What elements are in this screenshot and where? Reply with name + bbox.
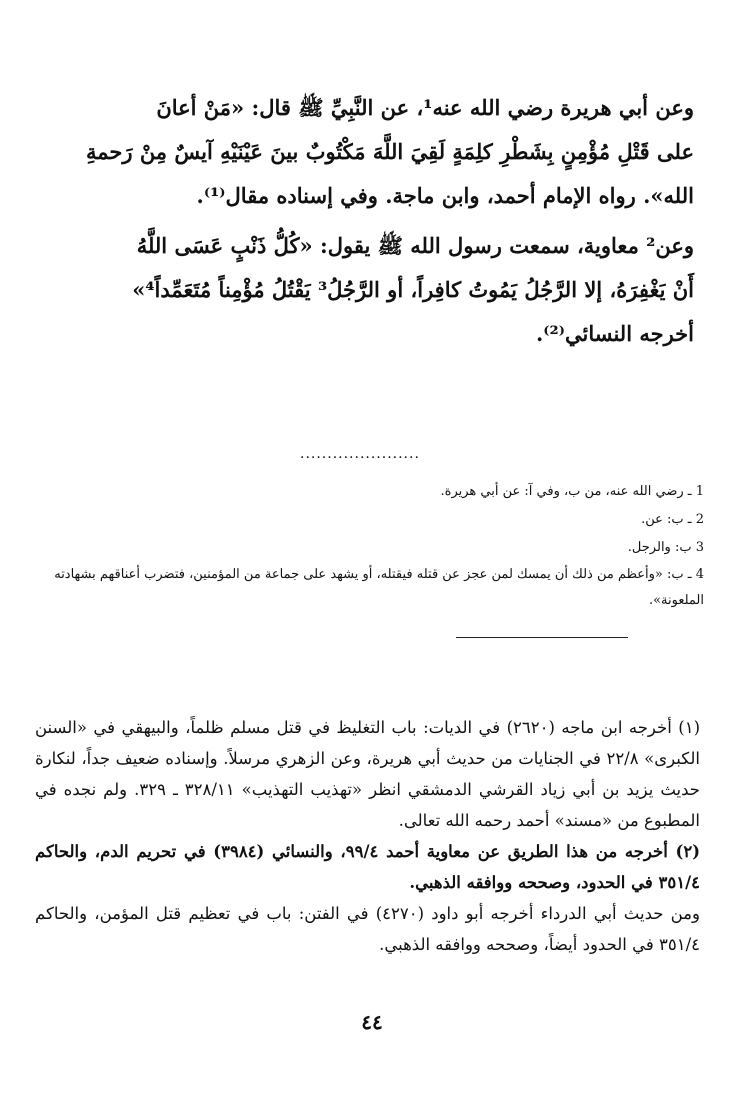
text-line: أَنْ يَغْفِرَهُ، إلا الرَّجُلُ يَمُوتُ كافِراً، أو الرَّجُلُ³ يَقْتُلُ مُؤْمِناً مُتَعَمِّداً⁴» <box>132 277 694 302</box>
hadith-paragraph-1 <box>44 86 694 218</box>
variant-note-4: 4 ـ ب: «وأعظم من ذلك أن يمسك لمن عجز عن قتله فيقتله، أو يشهد على جماعة من المؤمنين، فتضرب أعناقهم بشهادته الملعونة». <box>54 567 704 608</box>
text-line: أخرجه النسائي⁽²⁾. <box>535 321 694 346</box>
text-line: على قَتْلِ مُؤْمِنٍ بِشَطْرِ كلِمَةٍ لَقِيَ اللَّهَ مَكْتُوبٌ بينَ عَيْنَيْهِ آيسٌ مِنْ رَحمةِ <box>85 139 694 164</box>
variant-note-2: 2 ـ ب: عن. <box>641 512 704 527</box>
variant-note-1: 1 ـ رضي الله عنه، من ب، وفي آ: عن أبي هريرة. <box>440 484 704 499</box>
main-text <box>44 86 694 362</box>
hadith-paragraph-2 <box>44 224 694 356</box>
footnote-divider <box>456 637 628 638</box>
footnotes <box>35 712 700 960</box>
footnote-2-continuation: ومن حديث أبي الدرداء أخرجه أبو داود (٤٢٧٠) في الفتن: باب في تعظيم قتل المؤمن، والحاكم ٣٥١/٤ في الحدود أيضاً، وصححه ووافقه الذهبي. <box>35 904 700 954</box>
footnote-2: (٢) أخرجه من هذا الطريق عن معاوية أحمد ٩٩/٤، والنسائي (٣٩٨٤) في تحريم الدم، والحاكم ٣٥١/٤ في الحدود، وصححه ووافقه الذهبي. <box>35 842 700 892</box>
page-number: ٤٤ <box>361 1010 383 1034</box>
variant-note-3: 3 ب: والرجل. <box>627 540 704 555</box>
text-line: وعن أبي هريرة رضي الله عنه¹، عن النَّبِيِّ ﷺ قال: «مَنْ أعانَ <box>156 95 694 120</box>
variant-notes <box>14 478 704 614</box>
footnote-1: (١) أخرجه ابن ماجه (٢٦٢٠) في الديات: باب التغليظ في قتل مسلم ظلماً، والبيهقي في «السنن الكبرى» ٢٢/٨ في الجنايات من حديث أبي هريرة، وعن الزهري مرسلاً. وإسناده ضعيف جداً، لنكارة حديث يزيد بن أبي زياد القرشي الدمشقي انظر «تهذيب التهذيب» ٣٢٨/١١ ـ ٣٢٩. ولم نجده في المطبوع من «مسند» أحمد رحمه الله تعالى. <box>35 718 701 830</box>
separator-dots: ...................... <box>300 446 420 462</box>
text-line: الله». رواه الإمام أحمد، وابن ماجة. وفي إسناده مقال⁽¹⁾. <box>196 183 694 208</box>
text-line: وعن² معاوية، سمعت رسول الله ﷺ يقول: «كُلُّ ذَنْبٍ عَسَى اللَّهُ <box>136 233 694 258</box>
